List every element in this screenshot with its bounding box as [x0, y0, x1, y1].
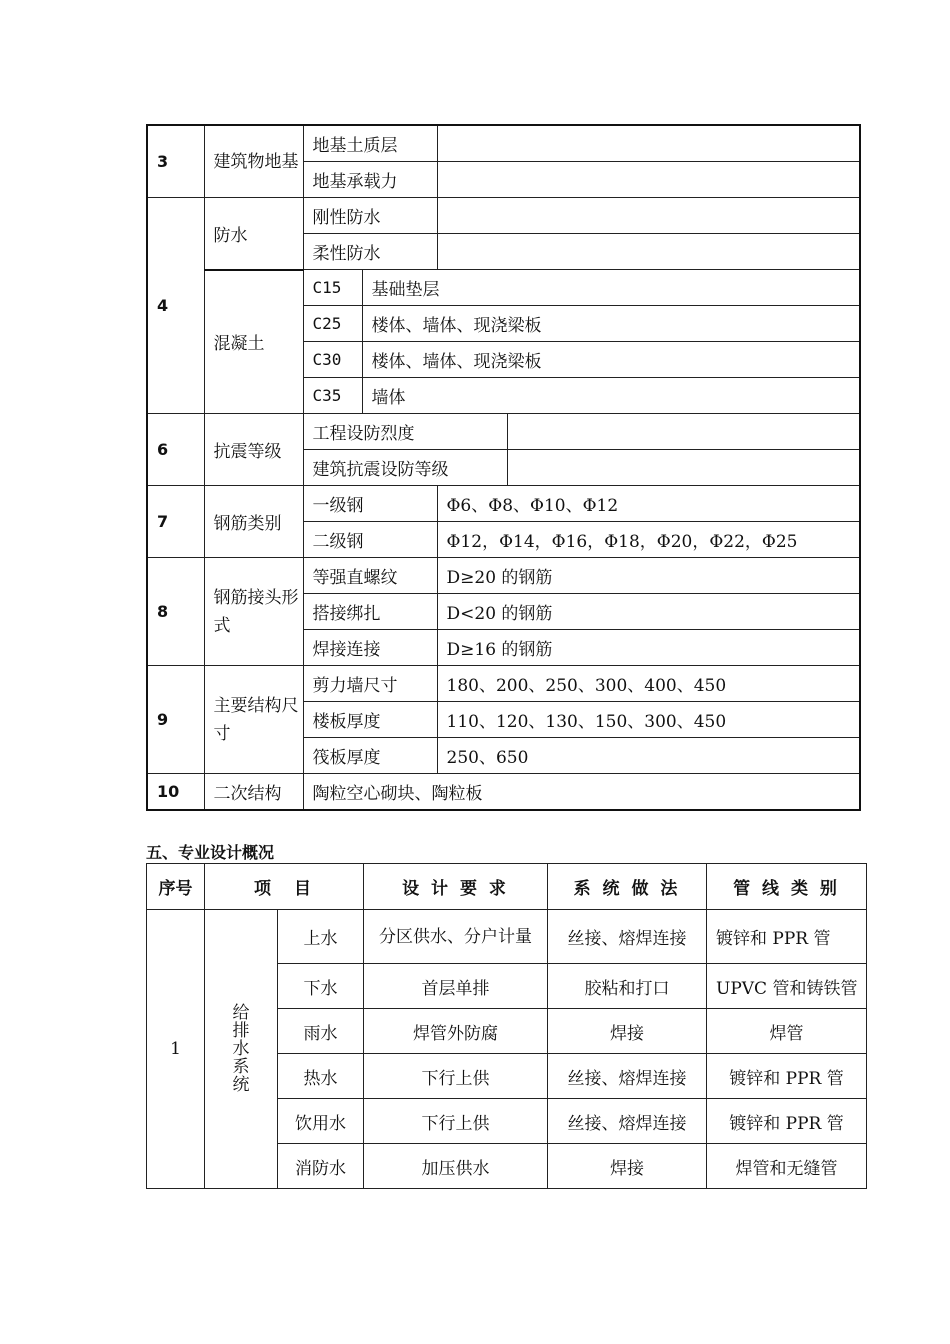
method-cell: 丝接、熔焊连接: [548, 1054, 707, 1099]
requirement-text: 分区供水、分户计量: [379, 926, 532, 947]
concrete-use: 墙体: [362, 378, 860, 414]
value-cell: [437, 162, 860, 198]
row-number: 10: [147, 774, 204, 811]
category-label: 主要结构尺寸: [204, 666, 303, 774]
value-cell: D<20 的钢筋: [437, 594, 860, 630]
item-cell: 工程设防烈度: [303, 414, 507, 450]
header-row: [147, 864, 867, 910]
system-label: 给排水系统: [232, 1002, 250, 1095]
header-pipe: 管 线 类 别: [707, 864, 867, 910]
row-number: 7: [147, 486, 204, 558]
seq-cell: 1: [147, 910, 205, 1189]
row-number: 6: [147, 414, 204, 486]
category-label: 混凝土: [204, 270, 303, 414]
concrete-use: 基础垫层: [362, 270, 860, 306]
table-row: [147, 414, 860, 450]
method-cell: 焊接: [548, 1144, 707, 1189]
item-cell: 等强直螺纹: [303, 558, 437, 594]
category-label: 抗震等级: [204, 414, 303, 486]
pipe-cell: 焊管: [707, 1009, 867, 1054]
row-number: 9: [147, 666, 204, 774]
concrete-grade: C30: [303, 342, 362, 378]
header-requirement: 设 计 要 求: [364, 864, 548, 910]
table-row: [147, 666, 860, 702]
subsystem-name: 雨水: [278, 1009, 364, 1054]
table-row: [147, 270, 860, 306]
row-number: 4: [147, 198, 204, 414]
value-cell: D≥16 的钢筋: [437, 630, 860, 666]
concrete-grade: C35: [303, 378, 362, 414]
table-row: [147, 486, 860, 522]
value-cell: 陶粒空心砌块、陶粒板: [303, 774, 860, 811]
subsystem-name: 消防水: [278, 1144, 364, 1189]
pipe-cell: 镀锌和 PPR 管: [707, 1054, 867, 1099]
method-cell: 丝接、熔焊连接: [548, 910, 707, 964]
category-label: 防水: [204, 198, 303, 270]
value-cell: Φ6、Φ8、Φ10、Φ12: [437, 486, 860, 522]
method-cell: 丝接、熔焊连接: [548, 1099, 707, 1144]
item-cell: 柔性防水: [303, 234, 437, 270]
method-cell: 胶粘和打口: [548, 964, 707, 1009]
value-cell: [437, 234, 860, 270]
value-cell: [507, 414, 860, 450]
pipe-cell: 焊管和无缝管: [707, 1144, 867, 1189]
item-cell: 地基承载力: [303, 162, 437, 198]
header-method: 系 统 做 法: [548, 864, 707, 910]
value-cell: [507, 450, 860, 486]
item-cell: 二级钢: [303, 522, 437, 558]
system-cell: [205, 910, 278, 1189]
requirement-cell: 下行上供: [364, 1099, 548, 1144]
requirement-cell: 焊管外防腐: [364, 1009, 548, 1054]
category-label: 二次结构: [204, 774, 303, 811]
concrete-grade: C15: [303, 270, 362, 306]
header-item: 项 目: [205, 864, 364, 910]
concrete-use: 楼体、墙体、现浇梁板: [362, 306, 860, 342]
pipe-cell: 镀锌和 PPR 管: [707, 910, 867, 964]
table-row: [147, 558, 860, 594]
item-cell: 焊接连接: [303, 630, 437, 666]
category-label: 钢筋类别: [204, 486, 303, 558]
item-cell: 建筑抗震设防等级: [303, 450, 507, 486]
value-cell: D≥20 的钢筋: [437, 558, 860, 594]
table-row: [147, 198, 860, 234]
subsystem-name: 热水: [278, 1054, 364, 1099]
item-cell: 刚性防水: [303, 198, 437, 234]
requirement-cell: [364, 910, 548, 964]
item-cell: 搭接绑扎: [303, 594, 437, 630]
item-cell: 一级钢: [303, 486, 437, 522]
design-overview-table: [146, 863, 867, 1189]
category-label: 钢筋接头形式: [204, 558, 303, 666]
requirement-cell: 加压供水: [364, 1144, 548, 1189]
requirement-cell: 首层单排: [364, 964, 548, 1009]
value-cell: 250、650: [437, 738, 860, 774]
structure-table: [146, 124, 861, 811]
pipe-cell: UPVC 管和铸铁管: [707, 964, 867, 1009]
concrete-use: 楼体、墙体、现浇梁板: [362, 342, 860, 378]
section-heading: 五、专业设计概况: [146, 843, 275, 862]
subsystem-name: 下水: [278, 964, 364, 1009]
item-cell: 地基土质层: [303, 125, 437, 162]
item-cell: 筏板厚度: [303, 738, 437, 774]
subsystem-name: 上水: [278, 910, 364, 964]
value-cell: Φ12，Φ14，Φ16，Φ18，Φ20，Φ22，Φ25: [437, 522, 860, 558]
subsystem-name: 饮用水: [278, 1099, 364, 1144]
concrete-grade: C25: [303, 306, 362, 342]
value-cell: 110、120、130、150、300、450: [437, 702, 860, 738]
table-row: [147, 910, 867, 964]
item-cell: 剪力墙尺寸: [303, 666, 437, 702]
value-cell: 180、200、250、300、400、450: [437, 666, 860, 702]
row-number: 8: [147, 558, 204, 666]
table-row: [147, 774, 860, 811]
table-row: [147, 125, 860, 162]
header-seq: 序号: [147, 864, 205, 910]
pipe-cell: 镀锌和 PPR 管: [707, 1099, 867, 1144]
item-cell: 楼板厚度: [303, 702, 437, 738]
requirement-cell: 下行上供: [364, 1054, 548, 1099]
value-cell: [437, 198, 860, 234]
method-cell: 焊接: [548, 1009, 707, 1054]
value-cell: [437, 125, 860, 162]
category-label: 建筑物地基: [204, 125, 303, 198]
row-number: 3: [147, 125, 204, 198]
